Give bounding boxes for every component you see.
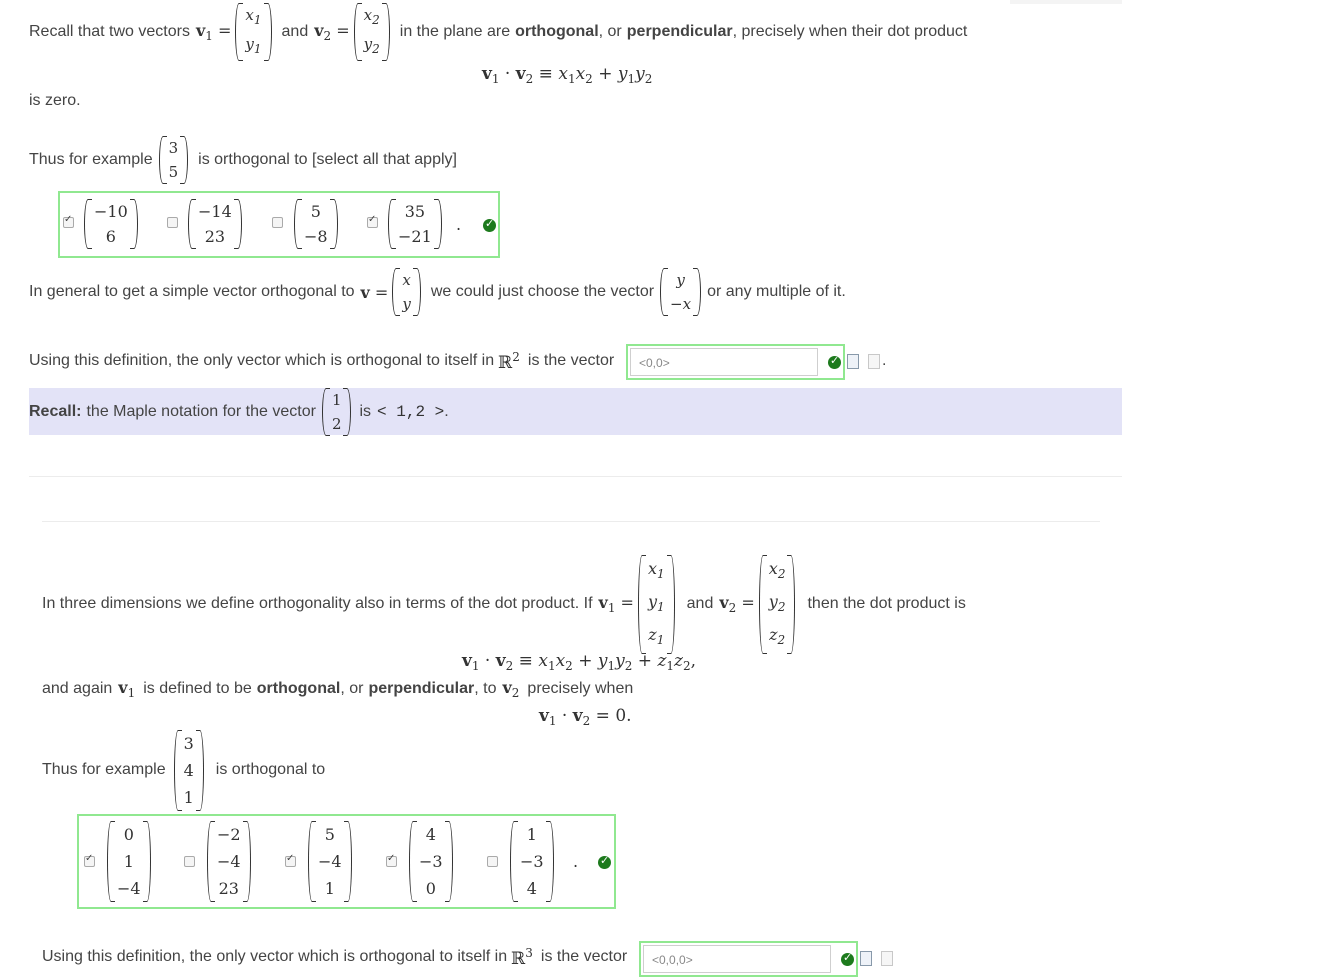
example-vector-3d: 3 4 1	[174, 730, 204, 811]
self-orthogonal-line-3d: Using this definition, the only vector which is orthogonal to itself in ℝ$^3$ is the vector	[42, 945, 628, 969]
choice-vector-4: 4 −3 0	[409, 821, 453, 902]
choice-vector-2: −2 −4 23	[207, 821, 251, 902]
example-vector-2d: 3 5	[159, 136, 189, 184]
again-line-3d: and again $v_1$ is defined to be orthogonal , or perpendicular , to $v_2$ precisely when	[42, 678, 634, 700]
recall-label: Recall:	[29, 402, 82, 420]
general-line-2d: In general to get a simple vector orthogonal to v = x y we could just choose the vector y −x or any multiple of it.	[29, 266, 846, 318]
recall-vector: 1 2	[322, 388, 352, 436]
answer-input-3d[interactable]: <0,0,0>	[643, 945, 831, 973]
vector-v2-3d: $x_2$ $y_2$ $z_2$	[759, 555, 796, 654]
correct-check-icon	[598, 856, 611, 869]
correct-check-icon	[828, 356, 841, 369]
example-line-3d: Thus for example 3 4 1 is orthogonal to	[42, 730, 325, 810]
intro-text: Recall that two vectors	[29, 23, 190, 40]
answer-input-2d[interactable]: <0,0>	[630, 348, 818, 376]
answer-box-2d	[626, 344, 845, 380]
self-orthogonal-line-2d: Using this definition, the only vector which is orthogonal to itself in ℝ$^2$ is the vector	[29, 349, 615, 373]
orthogonality-condition: $v_1 \cdot v_2 = 0$.	[539, 706, 632, 728]
choices-box-3d: ✓ 0 1 −4 −2 −4 23 ✓ 5 −4 1 ✓ 4 −3 0 1 −3 4 . ✓	[77, 814, 616, 909]
vector-v1-3d: $x_1$ $y_1$ $z_1$	[638, 555, 675, 654]
term-perpendicular: perpendicular	[626, 23, 733, 40]
document-icon[interactable]	[868, 354, 880, 369]
intro-line-2d: Recall that two vectors $v_1$ = $x_1$ $y_1$ and $v_2$ = $x_2$ $y_2$ in the plane are orthogonal , or perpendicular , precisely when their dot product	[29, 6, 967, 58]
choice-vector-1: −10 6	[84, 199, 138, 249]
divider	[42, 521, 1100, 522]
vector-v: x y	[392, 268, 420, 316]
checkbox-choice-1[interactable]	[63, 217, 74, 228]
document-icon[interactable]	[881, 951, 893, 966]
checkbox-choice-2[interactable]	[167, 217, 178, 228]
correct-check-icon	[483, 219, 496, 232]
checkbox-choice-5[interactable]	[487, 856, 498, 867]
vector-v1: $x_1$ $y_1$	[235, 3, 271, 61]
checkbox-choice-1[interactable]	[84, 856, 95, 867]
example-line-2d: Thus for example 3 5 is orthogonal to [select all that apply]	[29, 135, 457, 185]
answer-box-3d	[639, 941, 858, 977]
intro-line-3d: In three dimensions we define orthogonality also in terms of the dot product. If $v_1$ = $x_1$ $y_1$ $z_1$ and $v_2$ = $x_2$ $y_2$ $z_2$ then the dot product is	[42, 560, 966, 648]
choice-vector-3: 5 −8	[294, 199, 338, 249]
vector-v2: $x_2$ $y_2$	[354, 3, 390, 61]
divider	[29, 476, 1122, 477]
checkbox-choice-4[interactable]	[367, 217, 378, 228]
checkbox-choice-2[interactable]	[184, 856, 195, 867]
recall-note: Recall: the Maple notation for the vector 1 2 is < 1,2 > .	[29, 388, 1122, 435]
orthogonal-vector: y −x	[660, 268, 701, 316]
choice-vector-2: −14 23	[188, 199, 242, 249]
top-shadow	[1010, 0, 1122, 4]
checkbox-choice-3[interactable]	[272, 217, 283, 228]
maple-code: < 1,2 >	[377, 402, 445, 421]
preview-icon[interactable]	[860, 951, 872, 966]
choice-vector-5: 1 −3 4	[510, 821, 554, 902]
term-orthogonal: orthogonal	[515, 23, 599, 40]
choice-vector-4: 35 −21	[388, 199, 442, 249]
dot-product-formula-2d: $v_1 \cdot v_2 \equiv x_1x_2 + y_1y_2$	[482, 64, 653, 86]
checkbox-choice-4[interactable]	[386, 856, 397, 867]
is-zero-text: is zero.	[29, 92, 81, 109]
choice-vector-1: 0 1 −4	[107, 821, 151, 902]
choices-box-2d: ✓ −10 6 −14 23 5 −8 ✓ 35 −21 . ✓	[58, 191, 500, 258]
dot-product-formula-3d: $v_1 \cdot v_2 \equiv x_1x_2 + y_1y_2 + z_1z_2$,	[462, 651, 697, 673]
checkbox-choice-3[interactable]	[285, 856, 296, 867]
preview-icon[interactable]	[847, 354, 859, 369]
choice-vector-3: 5 −4 1	[308, 821, 352, 902]
